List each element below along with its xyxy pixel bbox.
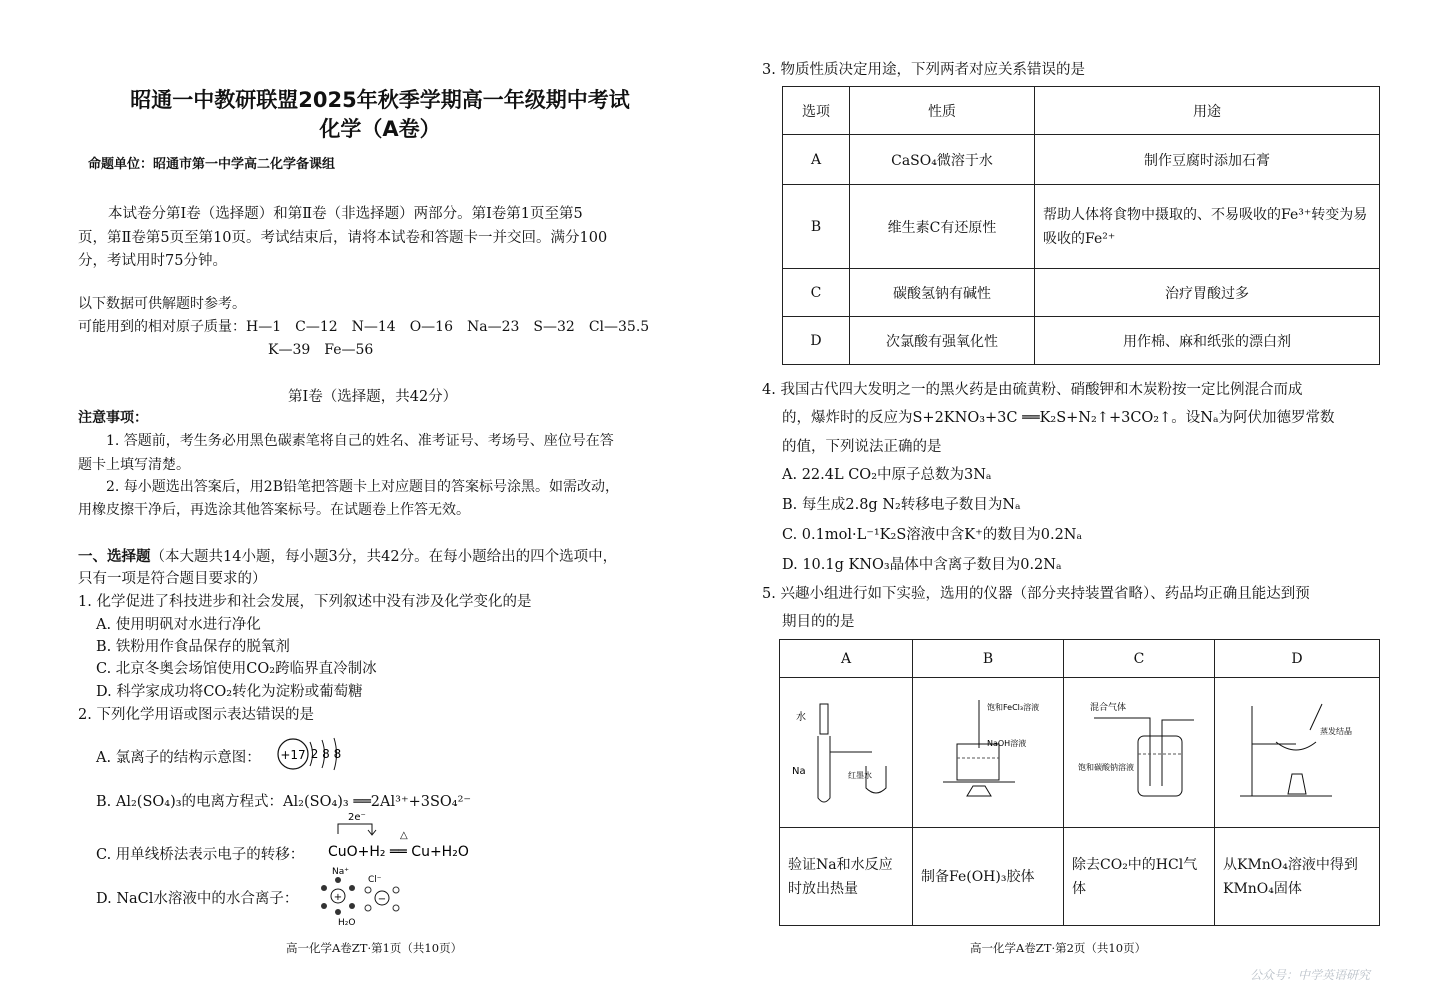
- q5-desc-cell: 除去CO₂中的HCl气体: [1064, 828, 1215, 926]
- apparatus-b-diagram: [923, 696, 1053, 806]
- q3-table: [782, 86, 1380, 365]
- q4-option-d: D. 10.1g KNO₃晶体中含离子数目为0.2Nₐ: [782, 557, 1062, 573]
- apparatus-b-fecl3-label: 饱和FeCl₃溶液: [987, 702, 1040, 712]
- footer-page-1: 高一化学A卷ZT·第1页（共10页）: [286, 941, 463, 955]
- q3-cell: 帮助人体将食物中摄取的、不易吸收的Fe³⁺转变为易吸收的Fe²⁺: [1035, 185, 1380, 269]
- nucleus-charge: +17: [280, 748, 306, 762]
- q4-option-a: A. 22.4L CO₂中原子总数为3Nₐ: [782, 467, 992, 483]
- chloride-ion-label: Cl⁻: [368, 875, 382, 885]
- footer-page-2: 高一化学A卷ZT·第2页（共10页）: [970, 941, 1147, 955]
- q3-cell: 碳酸氢钠有碱性: [850, 269, 1035, 317]
- bridge-equation: CuO+H₂ ══ Cu+H₂O: [328, 844, 469, 860]
- section1-desc: （本大题共14小题，每小题3分，共42分。在每小题给出的四个选项中，: [150, 549, 618, 565]
- q3-cell: 次氯酸有强氧化性: [850, 317, 1035, 365]
- q1-option-b: B. 铁粉用作食品保存的脱氧剂: [96, 639, 290, 655]
- q3-row: [783, 185, 1380, 269]
- hydrated-ions-diagram: [312, 862, 412, 928]
- apparatus-c-cell: [1064, 678, 1215, 828]
- bridge-electron-label: 2e⁻: [348, 812, 366, 823]
- q3-cell: C: [783, 269, 850, 317]
- single-bridge-diagram: [326, 808, 476, 862]
- q4-stem-3: 的值，下列说法正确的是: [782, 439, 942, 455]
- intro-line-1: 本试卷分第Ⅰ卷（选择题）和第Ⅱ卷（非选择题）两部分。第Ⅰ卷第1页至第5: [108, 206, 583, 222]
- apparatus-a-water-label: 水: [796, 711, 806, 723]
- setter-unit: 命题单位：昭通市第一中学高二化学备课组: [88, 157, 336, 172]
- notice-title: 注意事项：: [78, 410, 148, 426]
- q3-cell: 用作棉、麻和纸张的漂白剂: [1035, 317, 1380, 365]
- apparatus-d-evap-label: 蒸发结晶: [1320, 726, 1352, 736]
- apparatus-b-cell: [913, 678, 1064, 828]
- apparatus-a-na-label: Na: [792, 765, 806, 777]
- q5-apparatus-row: [780, 678, 1380, 828]
- apparatus-d-diagram: [1222, 696, 1372, 806]
- apparatus-d-cell: [1215, 678, 1380, 828]
- q3-cell: CaSO₄微溶于水: [850, 135, 1035, 185]
- notice-1: 1. 答题前，考生务必用黑色碳素笔将自己的姓名、准考证号、考场号、座位号在答: [106, 433, 614, 449]
- svg-text:+: +: [333, 892, 343, 903]
- q3-header-cell: 选项: [783, 87, 850, 135]
- q4-option-b: B. 每生成2.8g N₂转移电子数目为Nₐ: [782, 497, 1021, 513]
- apparatus-c-gas-label: 混合气体: [1090, 702, 1127, 713]
- q3-row: [783, 135, 1380, 185]
- q1-option-c: C. 北京冬奥会场馆使用CO₂跨临界直冷制冰: [96, 661, 377, 677]
- q3-cell: 治疗胃酸过多: [1035, 269, 1380, 317]
- q4-option-c: C. 0.1mol·L⁻¹K₂S溶液中含K⁺的数目为0.2Nₐ: [782, 527, 1083, 543]
- q4-stem-2: 的，爆炸时的反应为S+2KNO₃+3C ══K₂S+N₂↑+3CO₂↑。设Nₐ为阿伏加德罗常数: [782, 410, 1335, 426]
- q4-stem-1: 4. 我国古代四大发明之一的黑火药是由硫黄粉、硝酸钾和木炭粉按一定比例混合而成: [762, 382, 1303, 398]
- section1-label: 一、选择题: [78, 549, 151, 565]
- q3-cell: D: [783, 317, 850, 365]
- q5-header-cell: D: [1215, 640, 1380, 678]
- q5-desc-row: [780, 828, 1380, 926]
- sodium-ion-label: Na⁺: [332, 867, 349, 877]
- water-label: H₂O: [338, 918, 356, 928]
- heat-condition: △: [400, 830, 408, 841]
- svg-text:−: −: [377, 894, 387, 905]
- section1-desc-2: 只有一项是符合题目要求的）: [78, 571, 267, 587]
- q3-header-cell: 性质: [850, 87, 1035, 135]
- atomic-masses-2: K—39 Fe—56: [268, 342, 374, 358]
- q3-stem: 3. 物质性质决定用途，下列两者对应关系错误的是: [762, 62, 1085, 78]
- electron-shells: 2 8 8: [310, 747, 342, 761]
- exam-title: 昭通一中教研联盟2025年秋季学期高一年级期中考试: [130, 88, 630, 112]
- q1-option-d: D. 科学家成功将CO₂转化为淀粉或葡萄糖: [96, 684, 363, 700]
- atomic-masses: 可能用到的相对原子质量：H—1 C—12 N—14 O—16 Na—23 S—32 Cl—35.5: [78, 319, 650, 335]
- notice-1b: 题卡上填写清楚。: [78, 457, 190, 473]
- exam-subtitle: 化学（A卷）: [319, 117, 441, 141]
- apparatus-a-diagram: [788, 696, 904, 806]
- apparatus-a-cell: [780, 678, 913, 828]
- chloride-ion-diagram: [274, 734, 354, 774]
- q3-header-cell: 用途: [1035, 87, 1380, 135]
- q2-option-a: A. 氯离子的结构示意图：: [96, 750, 261, 766]
- q3-cell: 维生素C有还原性: [850, 185, 1035, 269]
- q5-desc-cell: 制备Fe(OH)₃胶体: [913, 828, 1064, 926]
- q5-table: [779, 639, 1380, 926]
- q1-stem: 1. 化学促进了科技进步和社会发展，下列叙述中没有涉及化学变化的是: [78, 594, 532, 610]
- q5-stem-2: 期目的的是: [782, 614, 855, 630]
- notice-2b: 用橡皮擦干净后，再选涂其他答案标号。在试题卷上作答无效。: [78, 502, 470, 518]
- q2-stem: 2. 下列化学用语或图示表达错误的是: [78, 707, 314, 723]
- part1-title: 第Ⅰ卷（选择题，共42分）: [288, 389, 458, 405]
- q1-option-a: A. 使用明矾对水进行净化: [96, 617, 261, 633]
- q5-header-cell: C: [1064, 640, 1215, 678]
- q2-option-d: D. NaCl水溶液中的水合离子：: [96, 891, 299, 907]
- intro-line-3: 分，考试用时75分钟。: [78, 253, 227, 269]
- q5-desc-cell: 从KMnO₄溶液中得到KMnO₄固体: [1215, 828, 1380, 926]
- apparatus-c-diagram: [1074, 696, 1204, 806]
- apparatus-c-solution-label: 饱和碳酸钠溶液: [1078, 762, 1134, 772]
- q5-header-row: [780, 640, 1380, 678]
- watermark: 公众号：中学英语研究: [1250, 968, 1371, 982]
- apparatus-b-naoh-label: NaOH溶液: [987, 738, 1027, 748]
- notice-2: 2. 每小题选出答案后，用2B铅笔把答题卡上对应题目的答案标号涂黑。如需改动，: [106, 479, 620, 495]
- q3-header-row: [783, 87, 1380, 135]
- q2-option-b: B. Al₂(SO₄)₃的电离方程式：Al₂(SO₄)₃ ══2Al³⁺+3SO₄²⁻: [96, 794, 472, 810]
- intro-line-2: 页，第Ⅱ卷第5页至第10页。考试结束后，请将本试卷和答题卡一并交回。满分100: [78, 230, 608, 246]
- section1-heading: [78, 545, 617, 566]
- apparatus-a-ink-label: 红墨水: [848, 770, 872, 780]
- q5-header-cell: A: [780, 640, 913, 678]
- reference-note: 以下数据可供解题时参考。: [78, 296, 246, 312]
- q3-cell: A: [783, 135, 850, 185]
- q5-desc-cell: 验证Na和水反应时放出热量: [780, 828, 913, 926]
- q2-option-c: C. 用单线桥法表示电子的转移：: [96, 847, 305, 863]
- q3-cell: 制作豆腐时添加石膏: [1035, 135, 1380, 185]
- q5-header-cell: B: [913, 640, 1064, 678]
- q3-row: [783, 317, 1380, 365]
- q3-cell: B: [783, 185, 850, 269]
- q3-row: [783, 269, 1380, 317]
- q5-stem-1: 5. 兴趣小组进行如下实验，选用的仪器（部分夹持装置省略）、药品均正确且能达到预: [762, 586, 1310, 602]
